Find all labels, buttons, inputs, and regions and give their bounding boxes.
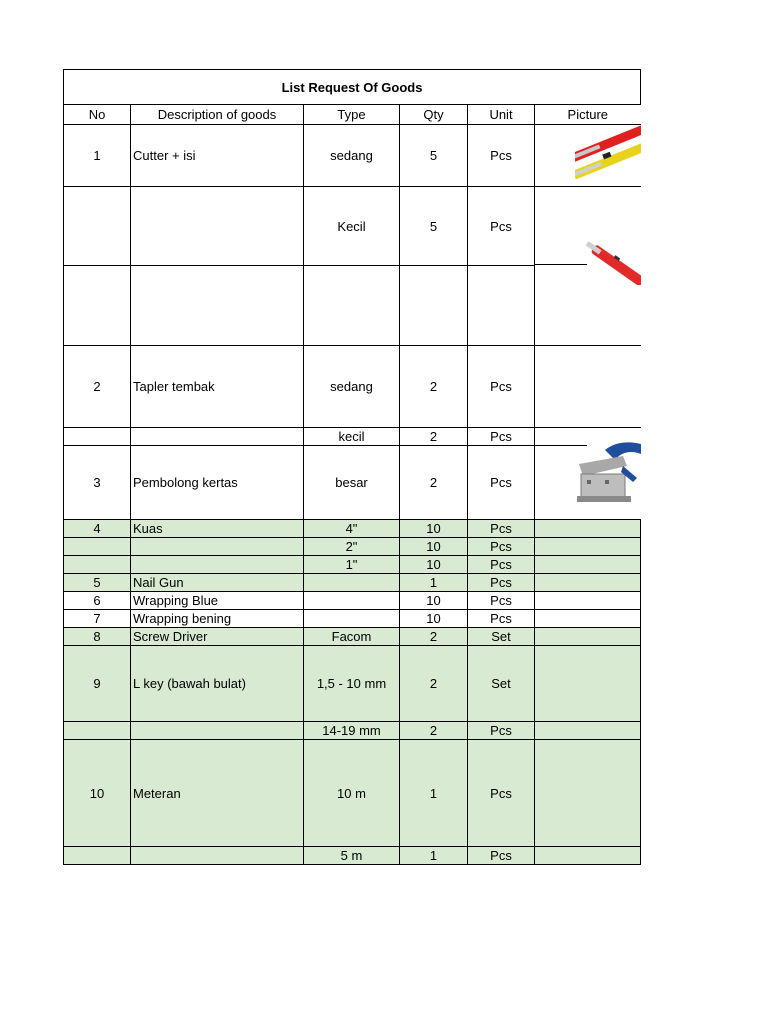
cell-picture	[535, 125, 641, 187]
goods-table	[63, 69, 641, 865]
table-row	[64, 628, 641, 646]
cell-no: 4	[64, 520, 131, 538]
cell-unit: Pcs	[468, 722, 535, 740]
cell-qty: 1	[400, 847, 468, 865]
cell-no: 2	[64, 346, 131, 428]
cell-description	[131, 266, 304, 346]
table-row	[64, 520, 641, 538]
cell-unit	[468, 266, 535, 346]
cell-type: 1,5 - 10 mm	[304, 646, 400, 722]
cell-no	[64, 538, 131, 556]
table-row	[64, 125, 641, 187]
cell-no	[64, 266, 131, 346]
cell-no: 8	[64, 628, 131, 646]
cell-qty: 5	[400, 125, 468, 187]
cell-description: Wrapping bening	[131, 610, 304, 628]
header-description: Description of goods	[131, 105, 304, 125]
table-row	[64, 847, 641, 865]
cell-unit: Pcs	[468, 538, 535, 556]
header-unit: Unit	[468, 105, 535, 125]
cell-type: sedang	[304, 125, 400, 187]
cell-qty: 10	[400, 610, 468, 628]
cell-no: 9	[64, 646, 131, 722]
cell-unit: Pcs	[468, 610, 535, 628]
cell-qty: 2	[400, 346, 468, 428]
cell-unit: Pcs	[468, 346, 535, 428]
cell-qty: 10	[400, 556, 468, 574]
cell-description: Nail Gun	[131, 574, 304, 592]
cell-unit: Pcs	[468, 740, 535, 847]
cell-picture	[535, 610, 641, 628]
cell-unit: Pcs	[468, 428, 535, 446]
cell-type: 14-19 mm	[304, 722, 400, 740]
cell-unit: Pcs	[468, 187, 535, 266]
cell-description: Pembolong kertas	[131, 446, 304, 520]
cell-description	[131, 428, 304, 446]
cell-no: 7	[64, 610, 131, 628]
table-row	[64, 346, 641, 428]
cell-picture	[535, 187, 641, 266]
cell-type: sedang	[304, 346, 400, 428]
cell-description	[131, 722, 304, 740]
cell-picture	[535, 740, 641, 847]
cell-description: Tapler tembak	[131, 346, 304, 428]
cell-qty: 2	[400, 646, 468, 722]
cell-no: 3	[64, 446, 131, 520]
cell-qty: 2	[400, 722, 468, 740]
cell-qty	[400, 266, 468, 346]
cell-type: 1"	[304, 556, 400, 574]
cell-type: besar	[304, 446, 400, 520]
cell-type: 10 m	[304, 740, 400, 847]
stapler-gun-icon	[575, 438, 641, 508]
cell-picture	[535, 556, 641, 574]
cell-picture	[535, 847, 641, 865]
cell-no: 10	[64, 740, 131, 847]
cell-description: Kuas	[131, 520, 304, 538]
table-row	[64, 187, 641, 266]
cell-unit: Pcs	[468, 574, 535, 592]
cell-unit: Pcs	[468, 847, 535, 865]
cell-no: 5	[64, 574, 131, 592]
cell-picture	[535, 346, 641, 428]
table-row	[64, 574, 641, 592]
cell-type: 4"	[304, 520, 400, 538]
table-row	[64, 556, 641, 574]
cell-picture	[535, 446, 641, 520]
cell-no	[64, 428, 131, 446]
table-row	[64, 740, 641, 847]
table-row	[64, 592, 641, 610]
cell-description	[131, 847, 304, 865]
cell-qty: 2	[400, 428, 468, 446]
cell-picture	[535, 628, 641, 646]
table-row	[64, 538, 641, 556]
goods-request-sheet	[63, 69, 640, 865]
cell-qty: 10	[400, 592, 468, 610]
cell-qty: 5	[400, 187, 468, 266]
header-row	[64, 105, 641, 125]
header-no: No	[64, 105, 131, 125]
cell-no	[64, 722, 131, 740]
cell-picture	[535, 722, 641, 740]
table-row	[64, 446, 641, 520]
cell-picture	[535, 538, 641, 556]
header-type: Type	[304, 105, 400, 125]
cell-unit: Pcs	[468, 592, 535, 610]
cell-picture	[535, 574, 641, 592]
cell-qty: 1	[400, 740, 468, 847]
stapler-gun-image	[575, 438, 641, 508]
cell-description: Meteran	[131, 740, 304, 847]
cell-type	[304, 592, 400, 610]
cutter-pair-image	[575, 125, 641, 179]
cell-type	[304, 266, 400, 346]
cell-description	[131, 538, 304, 556]
cell-description: Wrapping Blue	[131, 592, 304, 610]
cell-description	[131, 556, 304, 574]
table-row	[64, 646, 641, 722]
cell-unit: Pcs	[468, 125, 535, 187]
cell-unit: Set	[468, 646, 535, 722]
cell-type: Facom	[304, 628, 400, 646]
cell-type	[304, 610, 400, 628]
cell-description: L key (bawah bulat)	[131, 646, 304, 722]
cell-no	[64, 556, 131, 574]
cell-no	[64, 847, 131, 865]
cell-picture	[535, 646, 641, 722]
cell-qty: 2	[400, 446, 468, 520]
cell-unit: Pcs	[468, 520, 535, 538]
cell-unit: Pcs	[468, 446, 535, 520]
cell-type: 5 m	[304, 847, 400, 865]
table-row	[64, 266, 641, 346]
cell-qty: 10	[400, 520, 468, 538]
cell-description: Cutter + isi	[131, 125, 304, 187]
cell-no: 6	[64, 592, 131, 610]
header-qty: Qty	[400, 105, 468, 125]
table-row	[64, 610, 641, 628]
cell-unit: Set	[468, 628, 535, 646]
cell-description: Screw Driver	[131, 628, 304, 646]
cell-qty: 10	[400, 538, 468, 556]
header-picture: Picture	[535, 105, 641, 125]
cell-qty: 1	[400, 574, 468, 592]
cell-type: Kecil	[304, 187, 400, 266]
cell-no: 1	[64, 125, 131, 187]
title-row	[64, 70, 641, 105]
table-row	[64, 428, 641, 446]
cell-picture	[535, 266, 641, 346]
table-row	[64, 722, 641, 740]
cell-type: 2"	[304, 538, 400, 556]
cell-picture	[535, 520, 641, 538]
cell-type: kecil	[304, 428, 400, 446]
cutter-pair-icon	[575, 125, 641, 179]
cell-type	[304, 574, 400, 592]
cell-description	[131, 187, 304, 266]
cell-qty: 2	[400, 628, 468, 646]
cell-no	[64, 187, 131, 266]
sheet-title: List Request Of Goods	[64, 70, 641, 105]
cell-unit: Pcs	[468, 556, 535, 574]
cell-picture	[535, 592, 641, 610]
